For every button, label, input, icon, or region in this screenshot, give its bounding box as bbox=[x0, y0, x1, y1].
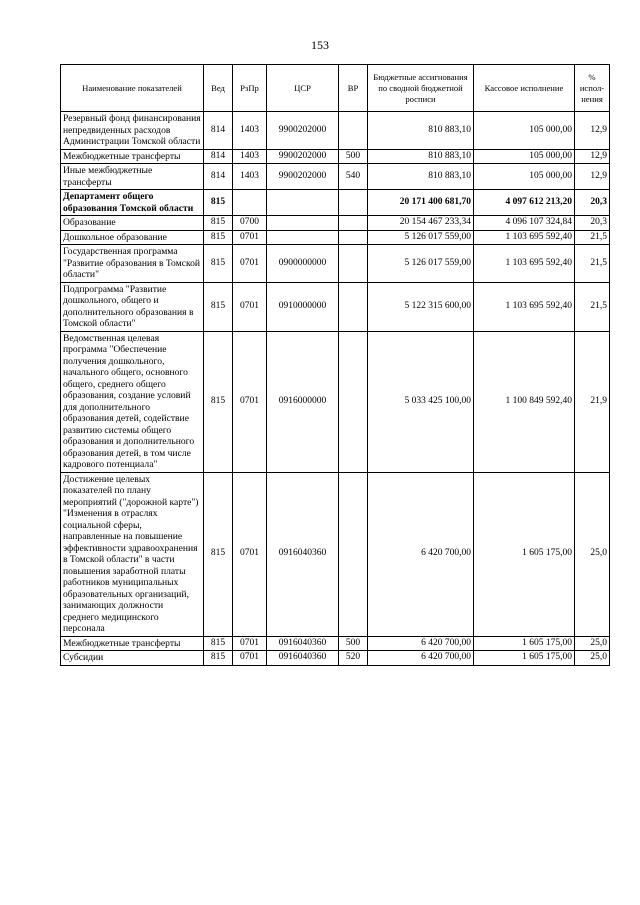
cell-percent: 25,0 bbox=[575, 636, 610, 651]
cell-assignments: 6 420 700,00 bbox=[368, 651, 474, 666]
cell-percent: 12,9 bbox=[575, 164, 610, 190]
header-assignments: Бюджетные ассигнования по сводной бюджетной росписи bbox=[368, 65, 474, 112]
cell-percent: 25,0 bbox=[575, 472, 610, 636]
cell-assignments: 5 122 315 600,00 bbox=[368, 282, 474, 331]
cell-execution: 105 000,00 bbox=[474, 112, 575, 150]
cell-rzpr: 0701 bbox=[233, 245, 267, 283]
cell-ved: 815 bbox=[204, 245, 233, 283]
cell-ved: 814 bbox=[204, 149, 233, 164]
cell-rzpr: 0701 bbox=[233, 636, 267, 651]
cell-assignments: 5 126 017 559,00 bbox=[368, 245, 474, 283]
cell-vr bbox=[339, 472, 368, 636]
cell-name: Достижение целевых показателей по плану мероприятий ("дорожной карте") "Изменения в отраслях социальной сферы, направленные на повышение эффективности здравоохранения в Томской области" в части повышения заработной платы работников муниципальных образовательных организаций, занимающих должности среднего медицинского персонала bbox=[61, 472, 204, 636]
cell-rzpr: 0701 bbox=[233, 472, 267, 636]
cell-name: Дошкольное образование bbox=[61, 230, 204, 245]
cell-percent: 12,9 bbox=[575, 112, 610, 150]
cell-ved: 815 bbox=[204, 216, 233, 231]
cell-percent: 21,5 bbox=[575, 282, 610, 331]
header-ved: Вед bbox=[204, 65, 233, 112]
cell-execution: 4 096 107 324,84 bbox=[474, 216, 575, 231]
budget-execution-table bbox=[60, 64, 610, 666]
header-name: Наименование показателей bbox=[61, 65, 204, 112]
cell-execution: 105 000,00 bbox=[474, 164, 575, 190]
cell-vr bbox=[339, 230, 368, 245]
cell-name: Государственная программа "Развитие образования в Томской области" bbox=[61, 245, 204, 283]
cell-csr bbox=[267, 190, 339, 216]
cell-execution: 1 103 695 592,40 bbox=[474, 230, 575, 245]
table-row bbox=[61, 190, 610, 216]
cell-ved: 815 bbox=[204, 331, 233, 472]
header-rzpr: РзПр bbox=[233, 65, 267, 112]
table-row bbox=[61, 331, 610, 472]
cell-csr: 9900202000 bbox=[267, 149, 339, 164]
cell-name: Межбюджетные трансферты bbox=[61, 636, 204, 651]
cell-name: Субсидии bbox=[61, 651, 204, 666]
cell-execution: 1 103 695 592,40 bbox=[474, 245, 575, 283]
cell-percent: 20,3 bbox=[575, 216, 610, 231]
header-execution: Кассовое исполнение bbox=[474, 65, 575, 112]
table-row bbox=[61, 651, 610, 666]
cell-execution: 105 000,00 bbox=[474, 149, 575, 164]
cell-rzpr bbox=[233, 190, 267, 216]
table-row bbox=[61, 149, 610, 164]
cell-assignments: 6 420 700,00 bbox=[368, 636, 474, 651]
cell-execution: 1 605 175,00 bbox=[474, 651, 575, 666]
cell-name: Межбюджетные трансферты bbox=[61, 149, 204, 164]
table-row bbox=[61, 164, 610, 190]
cell-rzpr: 1403 bbox=[233, 149, 267, 164]
cell-assignments: 20 171 400 681,70 bbox=[368, 190, 474, 216]
cell-name: Образование bbox=[61, 216, 204, 231]
cell-percent: 25,0 bbox=[575, 651, 610, 666]
cell-execution: 1 100 849 592,40 bbox=[474, 331, 575, 472]
cell-percent: 20,3 bbox=[575, 190, 610, 216]
cell-ved: 815 bbox=[204, 230, 233, 245]
cell-assignments: 810 883,10 bbox=[368, 112, 474, 150]
table-row bbox=[61, 245, 610, 283]
cell-vr: 500 bbox=[339, 636, 368, 651]
cell-rzpr: 0701 bbox=[233, 282, 267, 331]
cell-vr: 500 bbox=[339, 149, 368, 164]
cell-csr: 0916000000 bbox=[267, 331, 339, 472]
cell-ved: 815 bbox=[204, 282, 233, 331]
cell-assignments: 810 883,10 bbox=[368, 164, 474, 190]
cell-assignments: 20 154 467 233,34 bbox=[368, 216, 474, 231]
header-percent: % испол-нения bbox=[575, 65, 610, 112]
cell-csr: 0910000000 bbox=[267, 282, 339, 331]
cell-csr: 9900202000 bbox=[267, 164, 339, 190]
cell-vr: 540 bbox=[339, 164, 368, 190]
cell-name: Ведомственная целевая программа "Обеспечение получения дошкольного, начального общего, основного общего, среднего общего образования, создание условий для дополнительного образования детей, содействие развитию системы общего образования и дополнительного образования детей, в том числе кадрового потенциала" bbox=[61, 331, 204, 472]
cell-ved: 815 bbox=[204, 190, 233, 216]
cell-execution: 1 605 175,00 bbox=[474, 472, 575, 636]
cell-vr bbox=[339, 331, 368, 472]
table-row bbox=[61, 282, 610, 331]
cell-name: Департамент общего образования Томской области bbox=[61, 190, 204, 216]
table-row bbox=[61, 472, 610, 636]
cell-rzpr: 0700 bbox=[233, 216, 267, 231]
cell-csr: 0916040360 bbox=[267, 636, 339, 651]
cell-assignments: 5 033 425 100,00 bbox=[368, 331, 474, 472]
cell-rzpr: 0701 bbox=[233, 331, 267, 472]
cell-csr: 9900202000 bbox=[267, 112, 339, 150]
cell-name: Подпрограмма "Развитие дошкольного, общего и дополнительного образования в Томской области" bbox=[61, 282, 204, 331]
cell-name: Резервный фонд финансирования непредвиденных расходов Администрации Томской области bbox=[61, 112, 204, 150]
cell-vr bbox=[339, 245, 368, 283]
header-csr: ЦСР bbox=[267, 65, 339, 112]
cell-ved: 815 bbox=[204, 472, 233, 636]
cell-csr bbox=[267, 216, 339, 231]
cell-vr bbox=[339, 282, 368, 331]
cell-name: Иные межбюджетные трансферты bbox=[61, 164, 204, 190]
cell-ved: 814 bbox=[204, 112, 233, 150]
table-header-row bbox=[61, 65, 610, 112]
cell-assignments: 5 126 017 559,00 bbox=[368, 230, 474, 245]
table-row bbox=[61, 216, 610, 231]
cell-ved: 814 bbox=[204, 164, 233, 190]
cell-percent: 12,9 bbox=[575, 149, 610, 164]
cell-vr: 520 bbox=[339, 651, 368, 666]
cell-csr: 0900000000 bbox=[267, 245, 339, 283]
cell-percent: 21,5 bbox=[575, 245, 610, 283]
cell-csr bbox=[267, 230, 339, 245]
cell-vr bbox=[339, 190, 368, 216]
cell-csr: 0916040360 bbox=[267, 472, 339, 636]
table-row bbox=[61, 112, 610, 150]
cell-execution: 1 605 175,00 bbox=[474, 636, 575, 651]
cell-ved: 815 bbox=[204, 636, 233, 651]
cell-execution: 1 103 695 592,40 bbox=[474, 282, 575, 331]
table-row bbox=[61, 230, 610, 245]
cell-percent: 21,5 bbox=[575, 230, 610, 245]
cell-vr bbox=[339, 216, 368, 231]
cell-rzpr: 1403 bbox=[233, 164, 267, 190]
cell-rzpr: 1403 bbox=[233, 112, 267, 150]
cell-csr: 0916040360 bbox=[267, 651, 339, 666]
cell-rzpr: 0701 bbox=[233, 230, 267, 245]
cell-rzpr: 0701 bbox=[233, 651, 267, 666]
page-number: 153 bbox=[311, 38, 329, 52]
cell-vr bbox=[339, 112, 368, 150]
cell-percent: 21,9 bbox=[575, 331, 610, 472]
header-vr: ВР bbox=[339, 65, 368, 112]
cell-ved: 815 bbox=[204, 651, 233, 666]
cell-execution: 4 097 612 213,20 bbox=[474, 190, 575, 216]
table-row bbox=[61, 636, 610, 651]
cell-assignments: 6 420 700,00 bbox=[368, 472, 474, 636]
cell-assignments: 810 883,10 bbox=[368, 149, 474, 164]
